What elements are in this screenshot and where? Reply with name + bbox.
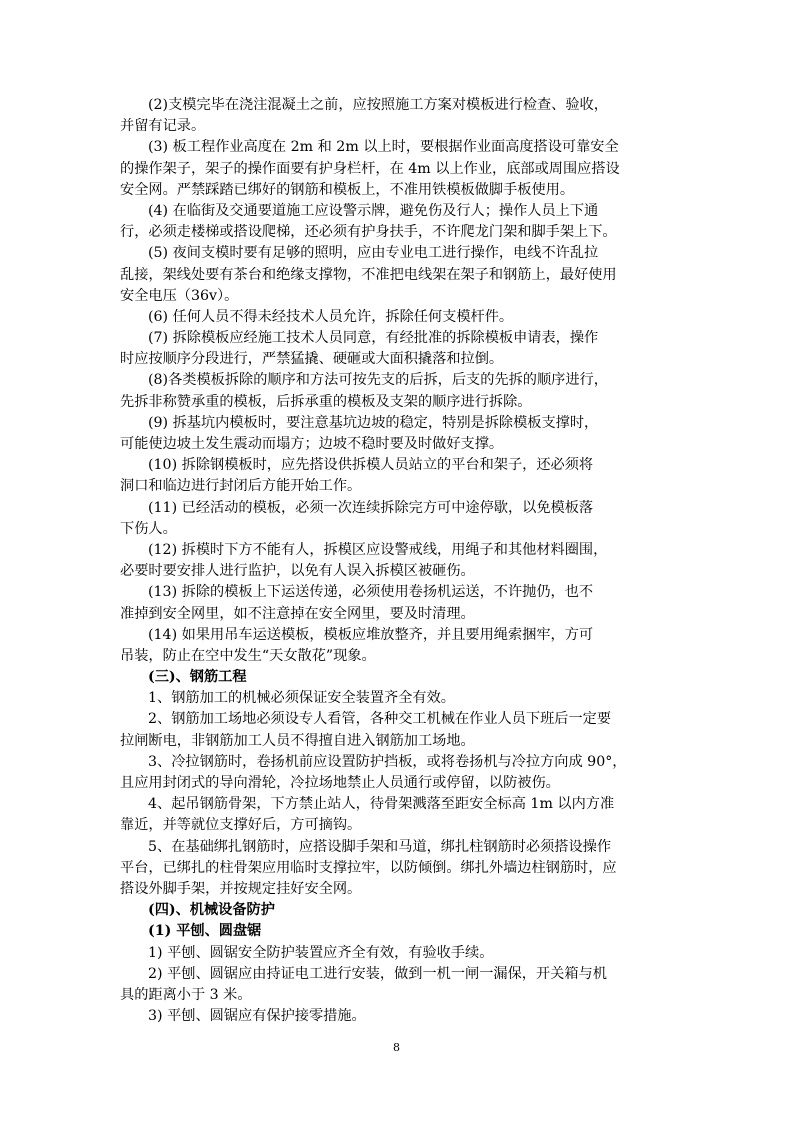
text-line: 平台，已绑扎的柱骨架应用临时支撑拉牢，以防倾倒。绑扎外墙边柱钢筋时，应	[120, 859, 617, 876]
text-line: 必要时要安排人进行监护，以免有人误入拆模区被砸伤。	[120, 563, 475, 580]
text-line: 3) 平刨、圆锯应有保护接零措施。	[148, 1008, 366, 1025]
text-line: 乱接，架线处要有茶台和绝缘支撑物，不准把电线架在架子和钢筋上，最好使用	[120, 266, 617, 283]
text-line: (7) 拆除模板应经施工技术人员同意，有经批准的拆除模板申请表，操作	[148, 330, 599, 347]
text-line: 2) 平刨、圆锯应由持证电工进行安装，做到一机一闸一漏保，开关箱与机	[148, 965, 607, 982]
section-heading: (三)、钢筋工程	[148, 669, 247, 686]
text-line: (9) 拆基坑内模板时，要注意基坑边坡的稳定，特别是拆除模板支撑时，	[148, 414, 599, 431]
text-line: 且应用封闭式的导向滑轮，冷拉场地禁止人员通行或停留，以防被伤。	[120, 775, 560, 791]
section-heading: (1) 平刨、圆盘锯	[148, 923, 262, 940]
text-line: 下伤人。	[120, 520, 177, 537]
text-line: 靠近，并等就位支撑好后，方可摘钩。	[120, 817, 362, 834]
page-body	[120, 95, 680, 1027]
text-line: (10) 拆除钢模板时，应先搭设供拆模人员站立的平台和架子，还必须将	[148, 457, 594, 474]
text-line: 时应按顺序分段进行，严禁猛撬、硬砸或大面积撬落和拉倒。	[120, 351, 504, 368]
text-line: 1、钢筋加工的机械必须保证安全装置齐全有效。	[148, 690, 455, 707]
text-line: (5) 夜间支模时要有足够的照明，应由专业电工进行操作，电线不许乱拉	[148, 245, 599, 262]
section-heading: (四)、机械设备防护	[148, 902, 275, 919]
text-line: 先拆非称赞承重的模板，后拆承重的模板及支架的顺序进行拆除。	[120, 393, 532, 410]
text-line: (8)各类模板拆除的顺序和方法可按先支的后拆，后支的先拆的顺序进行，	[148, 372, 608, 389]
text-line: 4、起吊钢筋骨架，下方禁止站人，待骨架溅落至距安全标高 1m 以内方准	[148, 796, 615, 813]
text-line: 洞口和临边进行封闭后方能开始工作。	[120, 478, 362, 495]
text-line: 安全电压（36v）。	[120, 287, 239, 304]
text-line: 行，必须走楼梯或搭设爬梯，还必须有护身扶手，不许爬龙门架和脚手架上下。	[120, 224, 617, 241]
text-line: 并留有记录。	[120, 118, 206, 135]
text-line: (14) 如果用吊车运送模板，模板应堆放整齐，并且要用绳索捆牢，方可	[148, 626, 594, 643]
text-line: (12) 拆模时下方不能有人，拆模区应设警戒线，用绳子和其他材料圈围，	[148, 541, 608, 558]
text-line: (13) 拆除的模板上下运送传递，必须使用卷扬机运送，不许抛仍，也不	[148, 584, 594, 601]
text-line: 拉闸断电，非钢筋加工人员不得擅自进入钢筋加工场地。	[120, 732, 475, 749]
text-line: 的操作架子，架子的操作面要有护身栏杆，在 4m 以上作业，底部或周围应搭设	[120, 160, 620, 177]
text-line: 1) 平刨、圆锯安全防护装置应齐全有效，有验收手续。	[148, 944, 494, 961]
text-line: 3、冷拉钢筋时，卷扬机前应设置防护挡板，或将卷扬机与冷拉方向成 90°，	[148, 753, 627, 770]
text-line: 搭设外脚手架，并按规定挂好安全网。	[120, 880, 362, 897]
text-line: (2)支模完毕在浇注混凝土之前，应按照施工方案对模板进行检查、验收，	[148, 97, 608, 113]
page-number: 8	[393, 1041, 400, 1054]
text-line: (11) 已经活动的模板，必须一次连续拆除完方可中途停歇，以免模板落	[148, 499, 594, 516]
text-line: 准掉到安全网里，如不注意掉在安全网里，要及时清理。	[120, 605, 475, 622]
text-line: 安全网。严禁踩踏已绑好的钢筋和模板上，不准用铁模板做脚手板使用。	[120, 181, 575, 198]
text-line: 具的距离小于 3 米。	[120, 986, 252, 1003]
text-line: 吊装，防止在空中发生“天女散花”现象。	[120, 647, 376, 664]
text-line: 可能使边坡土发生震动而塌方；边坡不稳时要及时做好支撑。	[120, 436, 504, 452]
text-line: (3) 板工程作业高度在 2m 和 2m 以上时，要根据作业面高度搭设可靠安全	[148, 139, 619, 156]
text-line: (4) 在临街及交通要道施工应设警示牌，避免伤及行人；操作人员上下通	[148, 202, 599, 219]
text-line: (6) 任何人员不得未经技术人员允许，拆除任何支模杆件。	[148, 308, 514, 325]
text-line: 5、在基础绑扎钢筋时，应搭设脚手架和马道，绑扎柱钢筋时必须搭设操作	[148, 838, 612, 855]
text-line: 2、钢筋加工场地必须设专人看管，各种交工机械在作业人员下班后一定要	[148, 711, 612, 728]
